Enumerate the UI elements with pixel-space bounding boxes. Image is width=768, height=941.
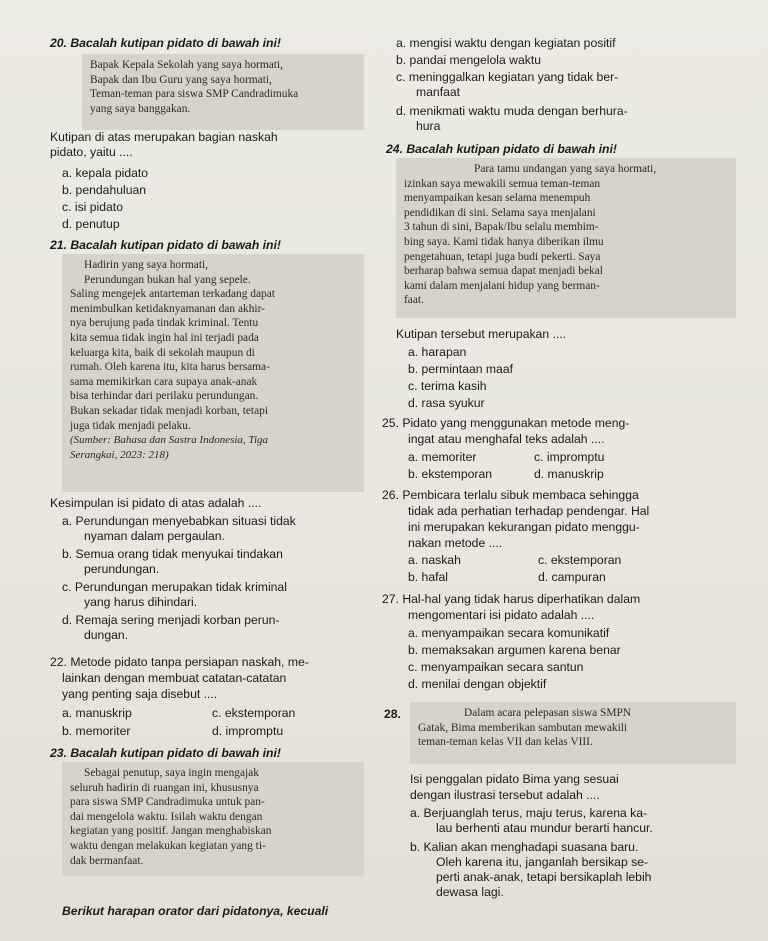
q20-option-d[interactable]: d. penutup [62, 217, 120, 231]
q26-option-c[interactable]: c. ekstemporan [538, 553, 622, 567]
q24-option-b[interactable]: b. permintaan maaf [408, 362, 514, 376]
q25-line-2: ingat atau menghafal teks adalah .... [408, 432, 605, 446]
q20-quote-line: Bapak dan Ibu Guru yang saya hormati, [90, 73, 272, 86]
q23-quote-line: seluruh hadirin di ruangan ini, khususnya [70, 781, 259, 794]
q24-prompt: Kutipan tersebut merupakan .... [396, 327, 567, 341]
q21-quote-line: Bukan sekadar tidak menjadi korban, tetapi [70, 404, 269, 417]
q21-quote-line: menimbulkan ketidaknyamanan dan akhir- [70, 302, 265, 315]
q22-line-3: yang penting saja disebut .... [62, 687, 218, 701]
q24-quote-line: Para tamu undangan yang saya hormati, [474, 163, 657, 175]
q22-option-a[interactable]: a. manuskrip [62, 706, 132, 720]
q24-quote-line: pengetahuan, tetapi juga budi pekerti. Saya [404, 250, 601, 263]
q22-line-2: lainkan dengan membuat catatan-catatan [62, 671, 287, 685]
q27-option-b[interactable]: b. memaksakan argumen karena benar [408, 643, 621, 657]
q26-line-3: ini merupakan kekurangan pidato menggu- [408, 520, 640, 534]
q21-quote-line: keluarga kita, baik di sekolah maupun di [70, 346, 255, 359]
q28-option-b-line: b. Kalian akan menghadapi suasana baru. [410, 840, 639, 854]
q23-option-c-line: manfaat [416, 85, 461, 99]
q21-option-d-line: dungan. [84, 628, 129, 642]
q21-prompt: Kesimpulan isi pidato di atas adalah .... [50, 496, 262, 510]
q27-option-d[interactable]: d. menilai dengan objektif [408, 677, 547, 691]
q21-quote-line: rumah. Oleh karena itu, kita harus bersama- [70, 361, 270, 374]
q28-box-line: teman-teman kelas VII dan kelas VIII. [418, 736, 593, 749]
q28-option-a[interactable] [410, 806, 653, 836]
q23-option-d[interactable] [396, 104, 628, 134]
q26-option-d[interactable]: d. campuran [538, 570, 606, 584]
q24-option-d[interactable]: d. rasa syukur [408, 396, 485, 410]
q24-quote-line: pendidikan di sini. Selama saya menjalani [404, 206, 596, 219]
q21-option-b-line: perundungan. [84, 562, 160, 576]
q23-option-c-line: c. meninggalkan kegiatan yang tidak ber- [396, 70, 619, 84]
q20-option-c[interactable]: c. isi pidato [62, 200, 123, 214]
q23-prompt: Berikut harapan orator dari pidatonya, kecuali [62, 904, 329, 918]
q24-quote-line: kami dalam menjalani hidup yang berman- [404, 279, 600, 292]
q20-prompt-1: Kutipan di atas merupakan bagian naskah [50, 130, 278, 144]
q21-quote-line: Saling mengejek antarteman terkadang dapat [70, 288, 275, 301]
q28-option-b-line: perti anak-anak, tetapi bersikaplah lebih [436, 870, 652, 884]
q28-prompt-2: dengan ilustrasi tersebut adalah .... [410, 788, 600, 802]
q24-quote-line: menyampaikan kesan selama menempuh [404, 192, 591, 205]
q21-option-c-line: c. Perundungan merupakan tidak kriminal [62, 580, 287, 594]
q27-line-2: mengomentari isi pidato adalah .... [408, 608, 595, 622]
q24-quote-line: berharap bahwa semua dapat menjadi bekal [404, 265, 603, 278]
q25-option-d[interactable]: d. manuskrip [534, 467, 604, 481]
q22-option-d[interactable]: d. impromptu [212, 724, 284, 738]
q24-quote-line: faat. [404, 294, 424, 307]
q24-quote-line: izinkan saya mewakili semua teman-teman [404, 177, 601, 190]
q21-quote-line: bisa terhindar dari perilaku perundungan. [70, 390, 259, 403]
q21-option-d[interactable] [62, 613, 279, 643]
q27-option-a[interactable]: a. menyampaikan secara komunikatif [408, 626, 610, 640]
q24-option-a[interactable]: a. harapan [408, 345, 467, 359]
q23-quote-line: dai mengelola waktu. Isilah waktu dengan [70, 810, 263, 823]
q23-option-a[interactable]: a. mengisi waktu dengan kegiatan positif [396, 36, 616, 50]
q25-option-b[interactable]: b. ekstemporan [408, 467, 493, 481]
q26-line-2: tidak ada perhatian terhadap pendengar. Hal [408, 504, 650, 518]
q24-title: 24. Bacalah kutipan pidato di bawah ini! [386, 142, 617, 156]
q21-quote-line: Hadirin yang saya hormati, [84, 259, 208, 271]
q23-title: 23. Bacalah kutipan pidato di bawah ini! [50, 746, 281, 760]
q28-option-b[interactable] [410, 840, 651, 900]
q28-option-b-line: dewasa lagi. [436, 885, 504, 899]
q23-option-d-line: d. menikmati waktu muda dengan berhura- [396, 104, 628, 118]
q21-quote-line: Perundungan bukan hal yang sepele. [84, 273, 251, 286]
q21-quote-line: kita semua tidak ingin hal ini terjadi pada [70, 331, 259, 344]
q22-option-c[interactable]: c. ekstemporan [212, 706, 296, 720]
q21-option-a[interactable] [62, 514, 296, 544]
q24-quote-line: 3 tahun di sini, Bapak/Ibu selalu membim- [404, 221, 599, 234]
q21-option-c-line: yang harus dihindari. [84, 595, 198, 609]
q21-option-a-line: nyaman dalam pergaulan. [84, 529, 225, 543]
q23-option-d-line: hura [416, 119, 441, 133]
q22-line-1: 22. Metode pidato tanpa persiapan naskah, me- [50, 655, 309, 669]
q21-option-c[interactable] [62, 580, 287, 610]
q21-source: Serangkai, 2023: 218) [70, 448, 169, 461]
q25-option-a[interactable]: a. memoriter [408, 450, 477, 464]
q25-line-1: 25. Pidato yang menggunakan metode meng- [382, 416, 630, 430]
q23-option-c[interactable] [396, 70, 618, 100]
q20-quote-line: Bapak Kepala Sekolah yang saya hormati, [90, 59, 283, 71]
q21-quote-box [62, 254, 364, 492]
q23-option-b[interactable]: b. pandai mengelola waktu [396, 53, 541, 67]
q26-option-b[interactable]: b. hafal [408, 570, 448, 584]
q26-line-4: nakan metode .... [408, 536, 503, 550]
q23-quote-line: para siswa SMP Candradimuka untuk pan- [70, 796, 265, 809]
q23-quote-line: dak bermanfaat. [70, 854, 144, 867]
q21-title: 21. Bacalah kutipan pidato di bawah ini! [50, 238, 281, 252]
q20-option-b[interactable]: b. pendahuluan [62, 183, 147, 197]
q27-option-c[interactable]: c. menyampaikan secara santun [408, 660, 584, 674]
q21-option-b-line: b. Semua orang tidak menyukai tindakan [62, 547, 283, 561]
q28-option-b-line: Oleh karena itu, janganlah bersikap se- [436, 855, 649, 869]
q28-option-a-line: a. Berjuanglah terus, maju terus, karena ka- [410, 806, 648, 820]
q22-option-b[interactable]: b. memoriter [62, 724, 131, 738]
q28-number: 28. [384, 707, 401, 721]
q21-quote-line: sama memikirkan cara supaya anak-anak [70, 375, 258, 388]
q23-quote-line: Sebagai penutup, saya ingin mengajak [84, 767, 259, 779]
q20-quote-line: yang saya banggakan. [90, 102, 191, 115]
q21-source: (Sumber: Bahasa dan Sastra Indonesia, Tiga [70, 434, 268, 447]
q28-prompt-1: Isi penggalan pidato Bima yang sesuai [410, 772, 619, 786]
q25-option-c[interactable]: c. impromptu [534, 450, 605, 464]
q26-line-1: 26. Pembicara terlalu sibuk membaca sehingga [382, 488, 639, 502]
q23-quote-line: kegiatan yang positif. Jangan menghabiskan [70, 825, 272, 838]
q24-quote-box [396, 158, 736, 318]
q28-box-line: Gatak, Bima memberikan sambutan mewakili [418, 721, 628, 734]
q20-option-a[interactable]: a. kepala pidato [62, 166, 149, 180]
q24-option-c[interactable]: c. terima kasih [408, 379, 487, 393]
q24-quote-line: bing saya. Kami tidak hanya diberikan ilmu [404, 235, 604, 248]
q21-quote-line: nya berujung pada tindak kriminal. Tentu [70, 317, 259, 330]
q21-option-b[interactable] [62, 547, 283, 577]
q20-prompt-2: pidato, yaitu .... [50, 145, 133, 159]
q26-option-a[interactable]: a. naskah [408, 553, 461, 567]
q23-quote-line: waktu dengan melakukan kegiatan yang ti- [70, 839, 266, 852]
q27-line-1: 27. Hal-hal yang tidak harus diperhatikan dalam [382, 592, 641, 606]
q28-option-a-line: lau berhenti atau mundur berarti hancur. [436, 821, 653, 835]
q20-quote-box [82, 54, 364, 130]
q21-option-a-line: a. Perundungan menyebabkan situasi tidak [62, 514, 296, 528]
q28-box-line: Dalam acara pelepasan siswa SMPN [464, 707, 632, 719]
q23-quote-box [62, 762, 364, 876]
q20-title: 20. Bacalah kutipan pidato di bawah ini! [50, 36, 281, 50]
q28-illustration-box [410, 702, 736, 764]
q21-option-d-line: d. Remaja sering menjadi korban perun- [62, 613, 280, 627]
q21-quote-line: juga tidak menjadi pelaku. [70, 419, 191, 432]
q20-quote-line: Teman-teman para siswa SMP Candradimuka [90, 88, 299, 101]
